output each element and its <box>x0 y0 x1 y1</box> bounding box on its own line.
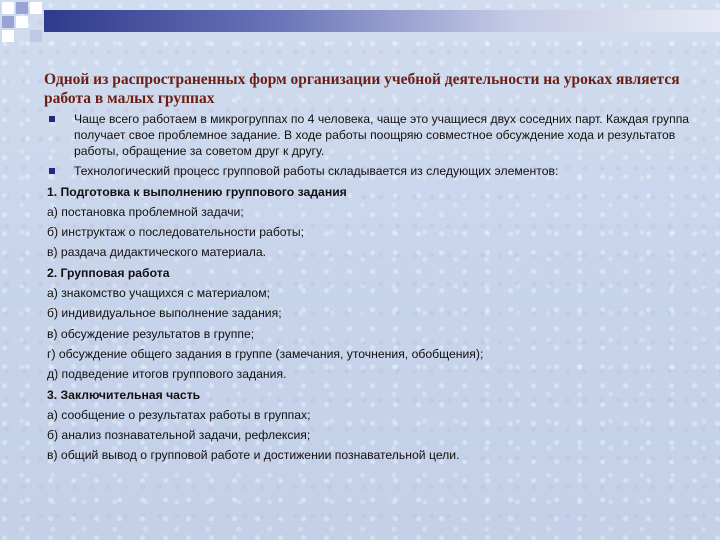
slide-title: Одной из распространенных форм организации учебной деятельности на уроках является работа в малых группах <box>44 71 680 107</box>
list-line: в) общий вывод о групповой работе и достижении познавательной цели. <box>47 448 460 463</box>
section-heading: 2. Групповая работа <box>47 265 170 280</box>
list-line: а) постановка проблемной задачи; <box>47 204 244 219</box>
list-line: а) знакомство учащихся с материалом; <box>47 286 270 301</box>
top-gradient-bar <box>44 10 720 32</box>
bullet-item <box>47 111 707 159</box>
list-line: б) анализ познавательной задачи, рефлексия; <box>47 428 311 443</box>
list-line: б) индивидуальное выполнение задания; <box>47 306 282 321</box>
bullet-item <box>47 163 707 179</box>
bullet-text: Чаще всего работаем в микрогруппах по 4 человека, чаще это учащиеся двух соседних парт. Каждая группа получает свое проблемное задание. В ходе работы поощряю совместное обсуждение хода и результатов работы, обращение за советом друг к другу. <box>74 112 690 158</box>
section-heading: 1. Подготовка к выполнению группового задания <box>47 184 347 199</box>
square-bullet-icon <box>49 116 55 122</box>
list-line: д) подведение итогов группового задания. <box>47 367 287 382</box>
square-bullet-icon <box>49 168 55 174</box>
section-heading: 3. Заключительная часть <box>47 387 201 402</box>
list-line: б) инструктаж о последовательности работы; <box>47 225 305 240</box>
list-line: в) обсуждение результатов в группе; <box>47 326 255 341</box>
bullet-text: Технологический процесс групповой работы складывается из следующих элементов: <box>74 164 559 179</box>
list-line: г) обсуждение общего задания в группе (замечания, уточнения, обобщения); <box>47 346 484 361</box>
list-line: в) раздача дидактического материала. <box>47 245 267 260</box>
element-list <box>47 184 707 464</box>
list-line: а) сообщение о результатах работы в группах; <box>47 407 311 422</box>
slide-content <box>47 111 707 463</box>
